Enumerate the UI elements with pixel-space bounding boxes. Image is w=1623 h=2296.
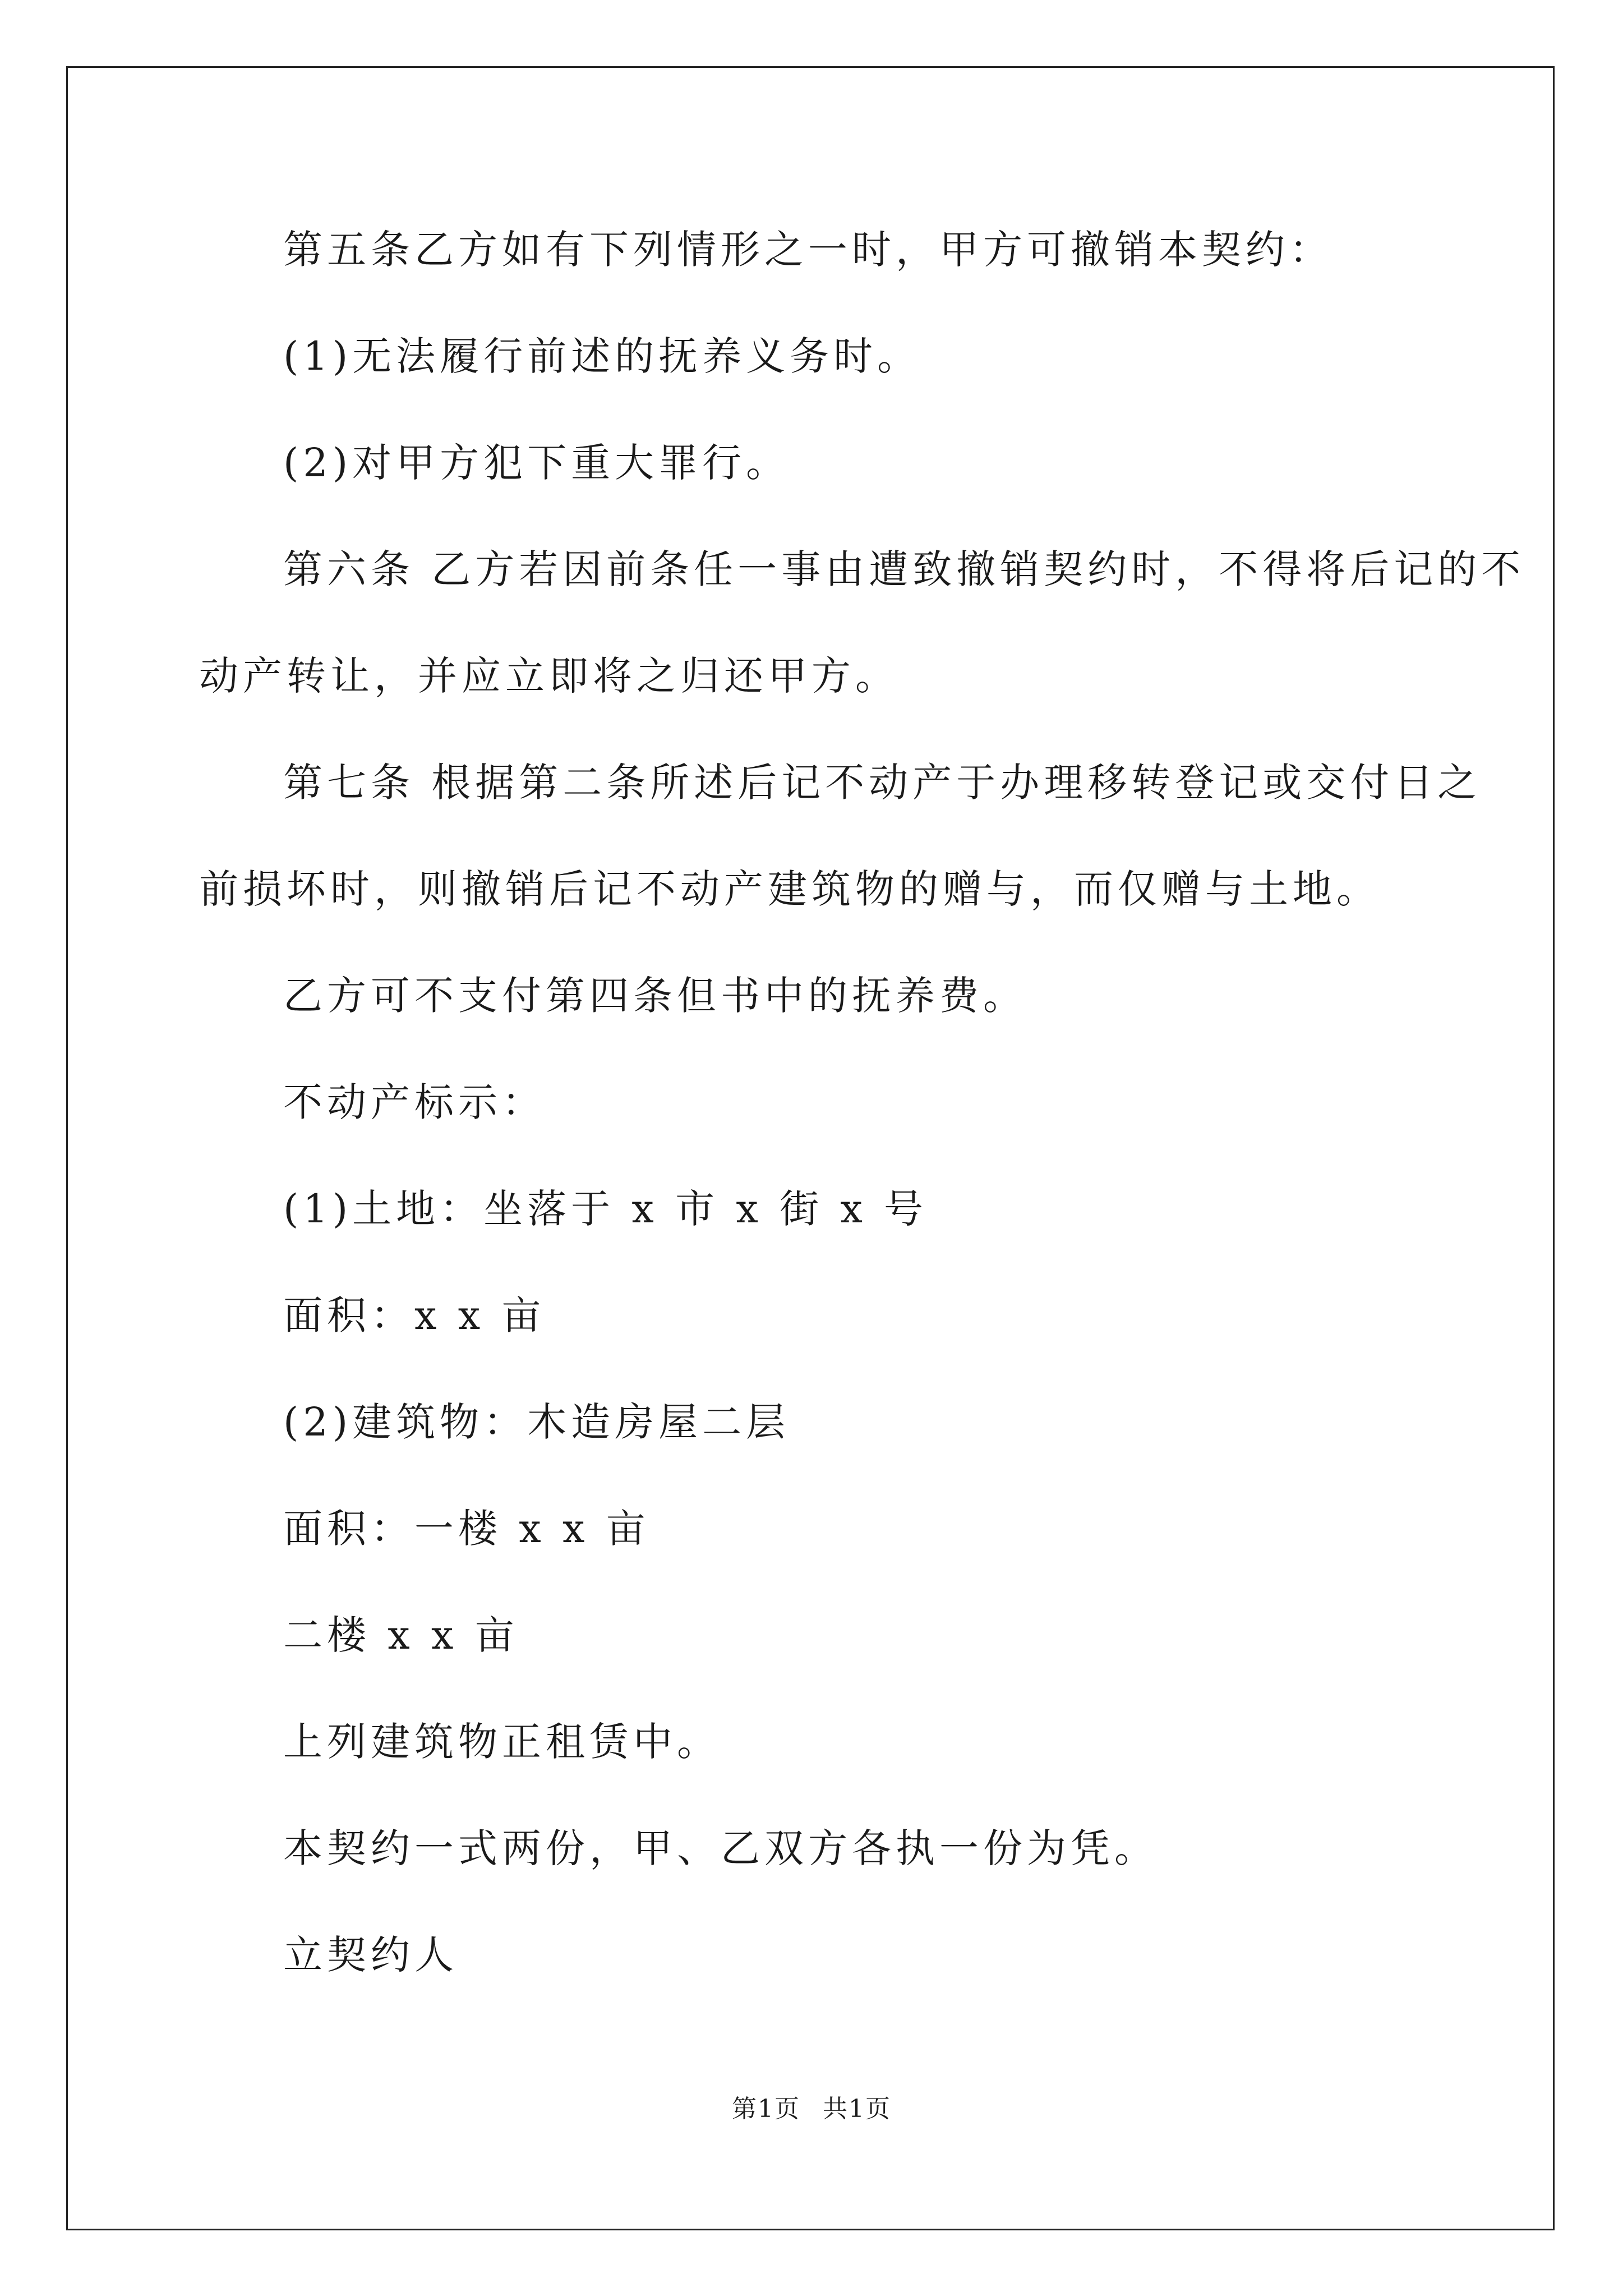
signatory-label: 立契约人 — [283, 1932, 458, 1978]
clause-7-line-2: 前损坏时，则撤销后记不动产建筑物的赠与，而仅赠与土地。 — [199, 866, 1380, 912]
support-fee-note: 乙方可不支付第四条但书中的抚养费。 — [283, 973, 1027, 1019]
land-area: 面积：x x 亩 — [283, 1292, 546, 1338]
clause-6-line-2: 动产转让，并应立即将之归还甲方。 — [199, 653, 899, 699]
copies-note: 本契约一式两份，甲、乙双方各执一份为凭。 — [283, 1825, 1158, 1871]
clause-5-item-1: (1)无法履行前述的抚养义务时。 — [283, 333, 921, 379]
land-location: (1)土地：坐落于 x 市 x 街 x 号 — [283, 1186, 928, 1232]
page-footer — [0, 2092, 1623, 2126]
clause-6-line-1: 第六条 乙方若因前条任一事由遭致撤销契约时，不得将后记的不 — [283, 546, 1525, 592]
building-area-second-floor: 二楼 x x 亩 — [283, 1612, 519, 1658]
clause-5: 第五条乙方如有下列情形之一时，甲方可撤销本契约： — [283, 227, 1333, 273]
lease-note: 上列建筑物正租赁中。 — [283, 1719, 721, 1765]
clause-7-line-1: 第七条 根据第二条所述后记不动产于办理移转登记或交付日之 — [283, 760, 1482, 806]
document-body — [199, 196, 1525, 2008]
page-number-total: 共1页 — [823, 2095, 891, 2123]
page-number-current: 第1页 — [732, 2095, 800, 2123]
clause-7 — [199, 729, 1482, 942]
clause-6 — [199, 516, 1525, 729]
clause-5-item-2: (2)对甲方犯下重大罪行。 — [283, 440, 790, 486]
building-description: (2)建筑物：木造房屋二层 — [283, 1399, 790, 1445]
property-heading: 不动产标示： — [283, 1079, 546, 1125]
building-area-first-floor: 面积：一楼 x x 亩 — [283, 1506, 650, 1552]
